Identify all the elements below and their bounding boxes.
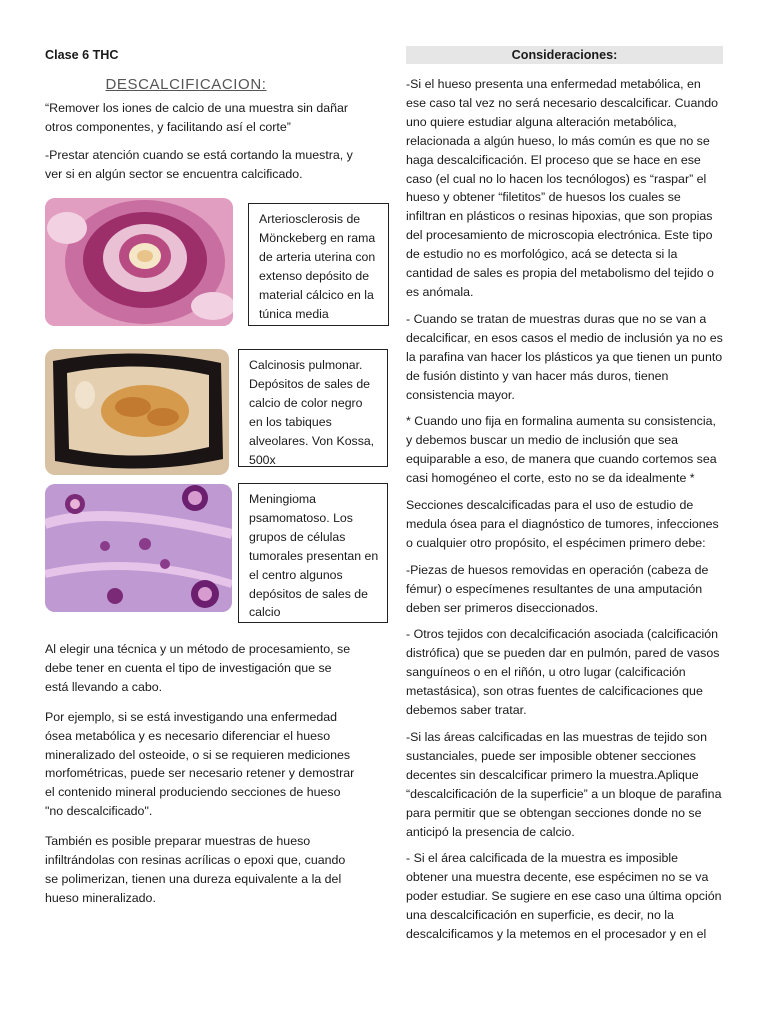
meningioma-micrograph <box>45 484 232 612</box>
consideration-paragraph: -Piezas de huesos removidas en operación (cabeza de fémur) o especímenes resultantes de una amputación deben ser primeros diseccionados. <box>406 562 709 615</box>
caption-arteriosclerosis: Arteriosclerosis de Mönckeberg en rama de arteria uterina con extenso depósito de material cálcico en la túnica media <box>248 203 389 326</box>
calcinosis-micrograph <box>45 349 229 475</box>
caption-calcinosis: Calcinosis pulmonar. Depósitos de sales de calcio de color negro en los tabiques alveolares. Von Kossa, 500x <box>238 349 388 467</box>
consideration-paragraph: -Si las áreas calcificadas en las muestras de tejido son sustanciales, puede ser imposible obtener secciones decentes sin descalcificar primero la muestra.Aplique “descalcificación de la superficie” a un bloque de parafina para permitir que se obtengan secciones donde no se anticipó la presencia de calcio. <box>406 730 722 839</box>
arteriosclerosis-micrograph <box>45 198 233 326</box>
consideration-paragraph: -Si el hueso presenta una enfermedad metabólica, en ese caso tal vez no será necesario descalcificar. Cuando uno quiere estudiar alguna alteración metabólica, relacionada a algún hueso, lo más común es que no se haga descalcificación. El proceso que se hace en ese caso (el cual no lo hacen los tecnólogos) es “raspar” el hueso y obtener “filetitos” de huesos los cuales se infiltran en plásticos o resinas hipoxias, que son propias del procesamiento de microscopia electrónica. Este tipo de estudio no es morfológico, acá se detecta si la cantidad de sales es propia del metabolismo del tejido o es anómala. <box>406 77 719 299</box>
paragraph-technique: Al elegir una técnica y un método de procesamiento, se debe tener en cuenta el tipo de investigación que se está llevando a cabo. <box>45 642 351 694</box>
section-title: DESCALCIFICACION: <box>105 76 267 93</box>
class-header: Clase 6 THC <box>45 48 119 62</box>
paragraph-example: Por ejemplo, si se está investigando una enfermedad ósea metabólica y es necesario diferenciar el hueso mineralizado del osteoide, o si se requieren mediciones morfométricas, puede ser necesario retener y demostrar el contenido mineral produciendo secciones de hueso "no descalcificado". <box>45 709 355 819</box>
consideration-paragraph: Secciones descalcificadas para el uso de estudio de medula ósea para el diagnóstico de tumores, infecciones o cualquier otro propósito, el espécimen primero debe: <box>406 498 719 550</box>
attention-note: -Prestar atención cuando se está cortando la muestra, y ver si en algún sector se encuentra calcificado. <box>45 147 353 181</box>
right-column <box>406 46 723 952</box>
consideration-paragraph: - Otros tejidos con decalcificación asociada (calcificación distrófica) que se pueden dar en pulmón, pared de vasos sanguíneos o en el riñón, u otro lugar (calcificación metastásica), son otras fuentes de calcificaciones que debemos saber tratar. <box>406 627 720 718</box>
consideration-paragraph: * Cuando uno fija en formalina aumenta su consistencia, y debemos buscar un medio de inclusión que sea equiparable a eso, de manera que cuando cortemos sea casi homogéneo el corte, esto no se da idealmente * <box>406 414 717 486</box>
consideration-paragraph: - Cuando se tratan de muestras duras que no se van a decalcificar, en esos casos el medio de inclusión ya no es la parafina van hacer los plásticos ya que tienen un punto de fusión distinto y van hacer más duros, tienen consistencia mayor. <box>406 311 723 402</box>
considerations-header: Consideraciones: <box>406 46 723 64</box>
paragraph-resins: También es posible preparar muestras de hueso infiltrándolas con resinas acrílicas o epoxi que, cuando se polimerizan, tienen una dureza equivalente a la del hueso mineralizado. <box>45 834 346 905</box>
intro-quote: “Remover los iones de calcio de una muestra sin dañar otros componentes, y facilitando así el corte” <box>45 101 349 134</box>
left-paragraphs <box>45 640 357 908</box>
caption-meningioma: Meningioma psamomatoso. Los grupos de células tumorales presentan en el centro algunos depósitos de sales de calcio <box>238 483 388 623</box>
consideration-paragraph: - Si el área calcificada de la muestra es imposible obtener una muestra decente, ese espécimen no se va poder estudiar. Se sugiere en ese caso una última opción una descalcificación en superficie, es decir, no la descalcificamos y la metemos en el procesador y en el <box>406 851 722 942</box>
left-column <box>45 46 357 184</box>
